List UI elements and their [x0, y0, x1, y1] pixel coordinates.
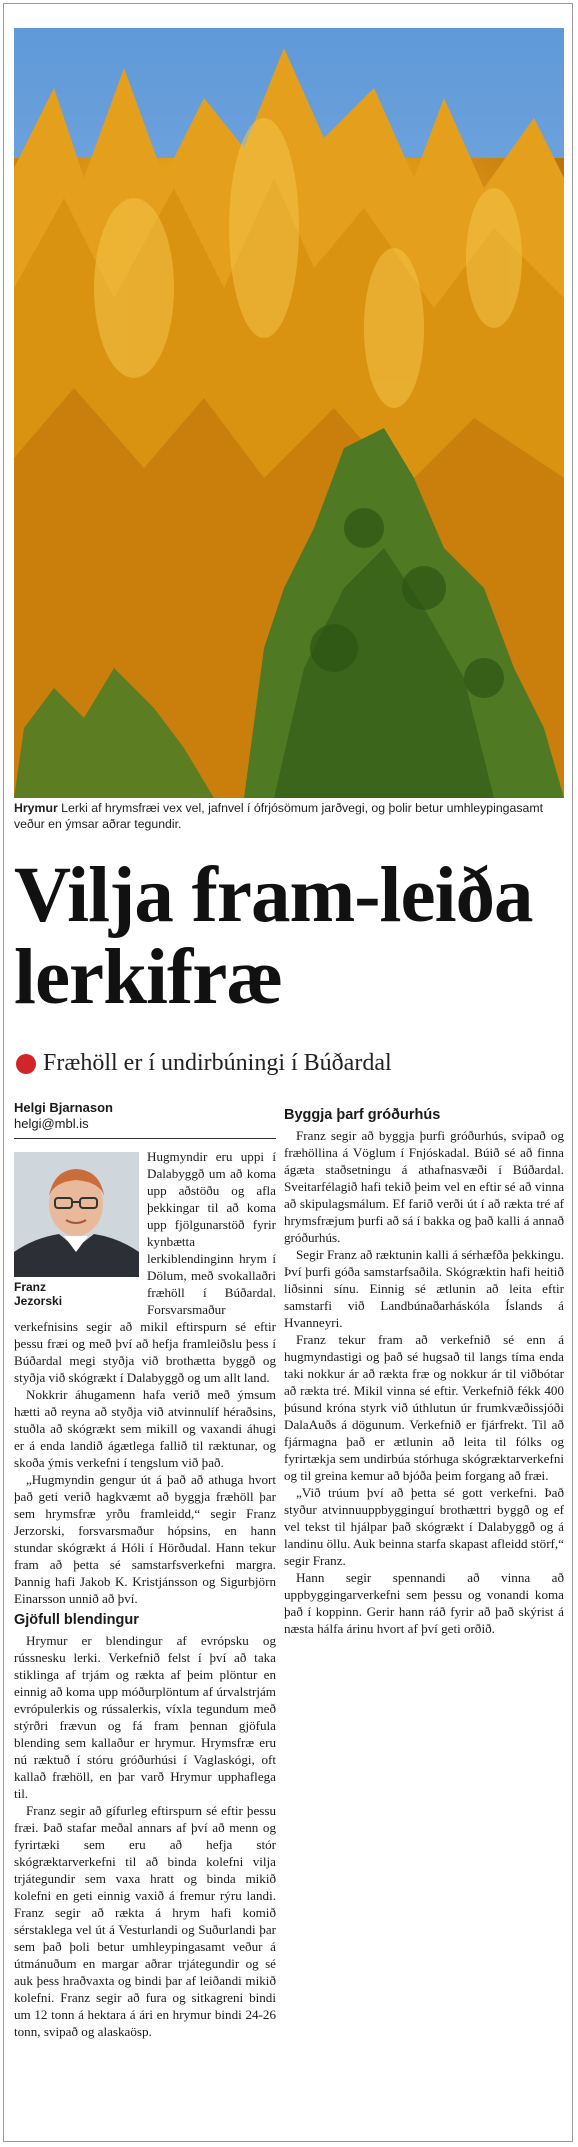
headline: Vilja fram-leiða lerkifræ	[14, 852, 533, 1021]
article-paragraph: Nokkrir áhugamenn hafa verið með ýmsum hætti að reyna að styðja við atvinnulíf héraðsins, stuðla að skógrækt sem mikill og vaxandi áhugi er á enda landið ágætlega fallið til ræktunar, og skoða ýmis verkefni í tengslum við það.	[14, 1387, 276, 1470]
article-paragraph: Franz segir að gífurleg eftirspurn sé eftir þessu fræi. Það stafar meðal annars af því að menn og fyrirtæki sem eru að hefja stór skógræktarverkefni til að binda kolefni vilja trjátegundir sem vaxa hratt og binda mikið kolefni en geti einnig vaxið á fremur rýru landi. Franz segir að rækta á hrym hafi komið sérstaklega vel út á Vesturlandi og Suðurlandi þar sem það þoli betur umhleypingasamt veður á útmánuðum en margar aðrar trjátegundir og sé auk þess hraðvaxta og bindi þar af leiðandi mikið kolefni. Franz segir að fura og sitkagreni bindi um 12 tonn á hektara á ári en hrymur bindi 24-26 tonn, svipað og alaskaösp.	[14, 1803, 276, 2039]
article-paragraph: Hann segir spennandi að vinna að uppbyggingarverkefni sem þessu og vonandi koma það í koppinn. Gerir hann ráð fyrir að það skýrist á næsta hálfa árinu hvort af því geti orðið.	[284, 1570, 564, 1636]
caption-text: Lerki af hrymsfræi vex vel, jafnvel í ófrjósömum jarðvegi, og þolir betur umhleypingasamt veður en ýmsar aðrar tegundir.	[14, 801, 543, 831]
article-paragraph: „Hugmyndin gengur út á það að athuga hvort það geti verið hagkvæmt að byggja fræhöll þar sem hrymsfræ yrðu framleidd,“ segir Franz Jerzorski, forsvarsmaður hópsins, en hann stundar skógrækt á Hóli í Hörðudal. Hann tekur fram að þetta sé samstarfsverkefni margra. Þannig hafi Jakob K. Kristjánsson og Sigurbjörn Einarsson unnið að því.	[14, 1472, 276, 1606]
article-paragraph: Franz segir að byggja þurfi gróðurhús, svipað og fræhöllina á Vöglum í Fnjóskadal. Búið sé að finna ágæta staðsetningu á athafnasvæði í Búðardal. Sveitarfélagið hafi tekið þeim vel en eftir sé að vinna að skipulagsmálum. Ef farið verði út í að rækta tré af hrymsfræjum þurfi að sá í bakka og það kalli á annað gróðurhús.	[284, 1128, 564, 1245]
article-paragraph: Franz Jezorski Hugmyndir eru uppi í Dalabyggð um að koma upp aðstöðu og afla þekkingar til að koma upp fjölgunarstöð fyrir kynbætta lerkiblendinginn hrym í Dölum, með svokallaðri fræhöll í Búðardal. Forsvarsmaður verkefnisins segir að mikil eftirspurn sé eftir þessu fræi og með því að hefja framleiðslu þess í Búðardal megi styðja við brothætta byggð og styðja við skógrækt í Dalabyggð og um allt land.	[14, 1149, 276, 1385]
portrait-name: Franz Jezorski	[14, 1280, 63, 1308]
article-paragraph: Franz tekur fram að verkefnið sé enn á hugmyndastigi og það sé hugsað til langs tíma enda taki nokkur ár að rækta fræ og nokkur ár til viðbótar að rækta tré. Mikil vinna sé eftir. Verkefnið fékk 400 þúsund króna styrk við úthlutun úr frumkvæðissjóði DalaAuðs á dögunum. Verkefnið er fjárfrekt. Til að fjármagna það er ætlunin að leita til fólks og fyrirtækja sem undirbúa stórhuga skógræktarverkefni og til greina kemur að bjóða þeim forgang að fræi.	[284, 1332, 564, 1483]
section-heading: Byggja þarf gróðurhús	[284, 1107, 441, 1123]
article-column-left	[14, 1148, 276, 2040]
larch-trees-photo	[14, 28, 564, 798]
photo-caption	[14, 800, 566, 832]
caption-lead: Hrymur	[14, 801, 58, 815]
article-paragraph: „Við trúum því að þetta sé gott verkefni. Það styður atvinnuuppbygginguí brothættri byggð og ef vel tekst til hjálpar það skógrækt í Dalabyggð og á landinu öllu. Auk beinna starfa skapast afleidd störf,“ segir Franz.	[284, 1485, 564, 1568]
byline-email[interactable]: helgi@mbl.is	[14, 1116, 89, 1131]
article-column-right	[284, 1102, 564, 1637]
author-portrait	[14, 1152, 139, 1308]
red-bullet-icon	[16, 1054, 36, 1074]
subheadline-text: Fræhöll er í undirbúningi í Búðardal	[43, 1050, 392, 1076]
section-heading: Gjöfull blendingur	[14, 1612, 139, 1628]
byline	[14, 1100, 276, 1139]
article-paragraph: Segir Franz að ræktunin kalli á sérhæfða þekkingu. Því þurfi góða samstarfsaðila. Skógræktin hafi heitið liðsinni sínu. Einnig sé ætlunin að leita eftir samstarfi við Landbúnaðarháskóla Íslands á Hvanneyri.	[284, 1247, 564, 1330]
article-paragraph: Hrymur er blendingur af evrópsku og rússnesku lerki. Verkefnið felst í því að taka stiklinga af trjám og rækta af þeim plöntur en einnig að koma upp móðurplöntum af úrvalstrjám evrópulerkis og rússalerkis, víxla tegundum með stýrðri frævun og fá fram þennan gjöfula blending sem kallaður er hrymur. Hrymsfræ eru nú ræktuð í stóru gróðurhúsi í Vaglaskógi, oft kallað fræhöll, en þar varð Hrymur upphaflega til.	[14, 1633, 276, 1801]
subheadline	[16, 1050, 568, 1077]
byline-author: Helgi Bjarnason	[14, 1100, 113, 1115]
